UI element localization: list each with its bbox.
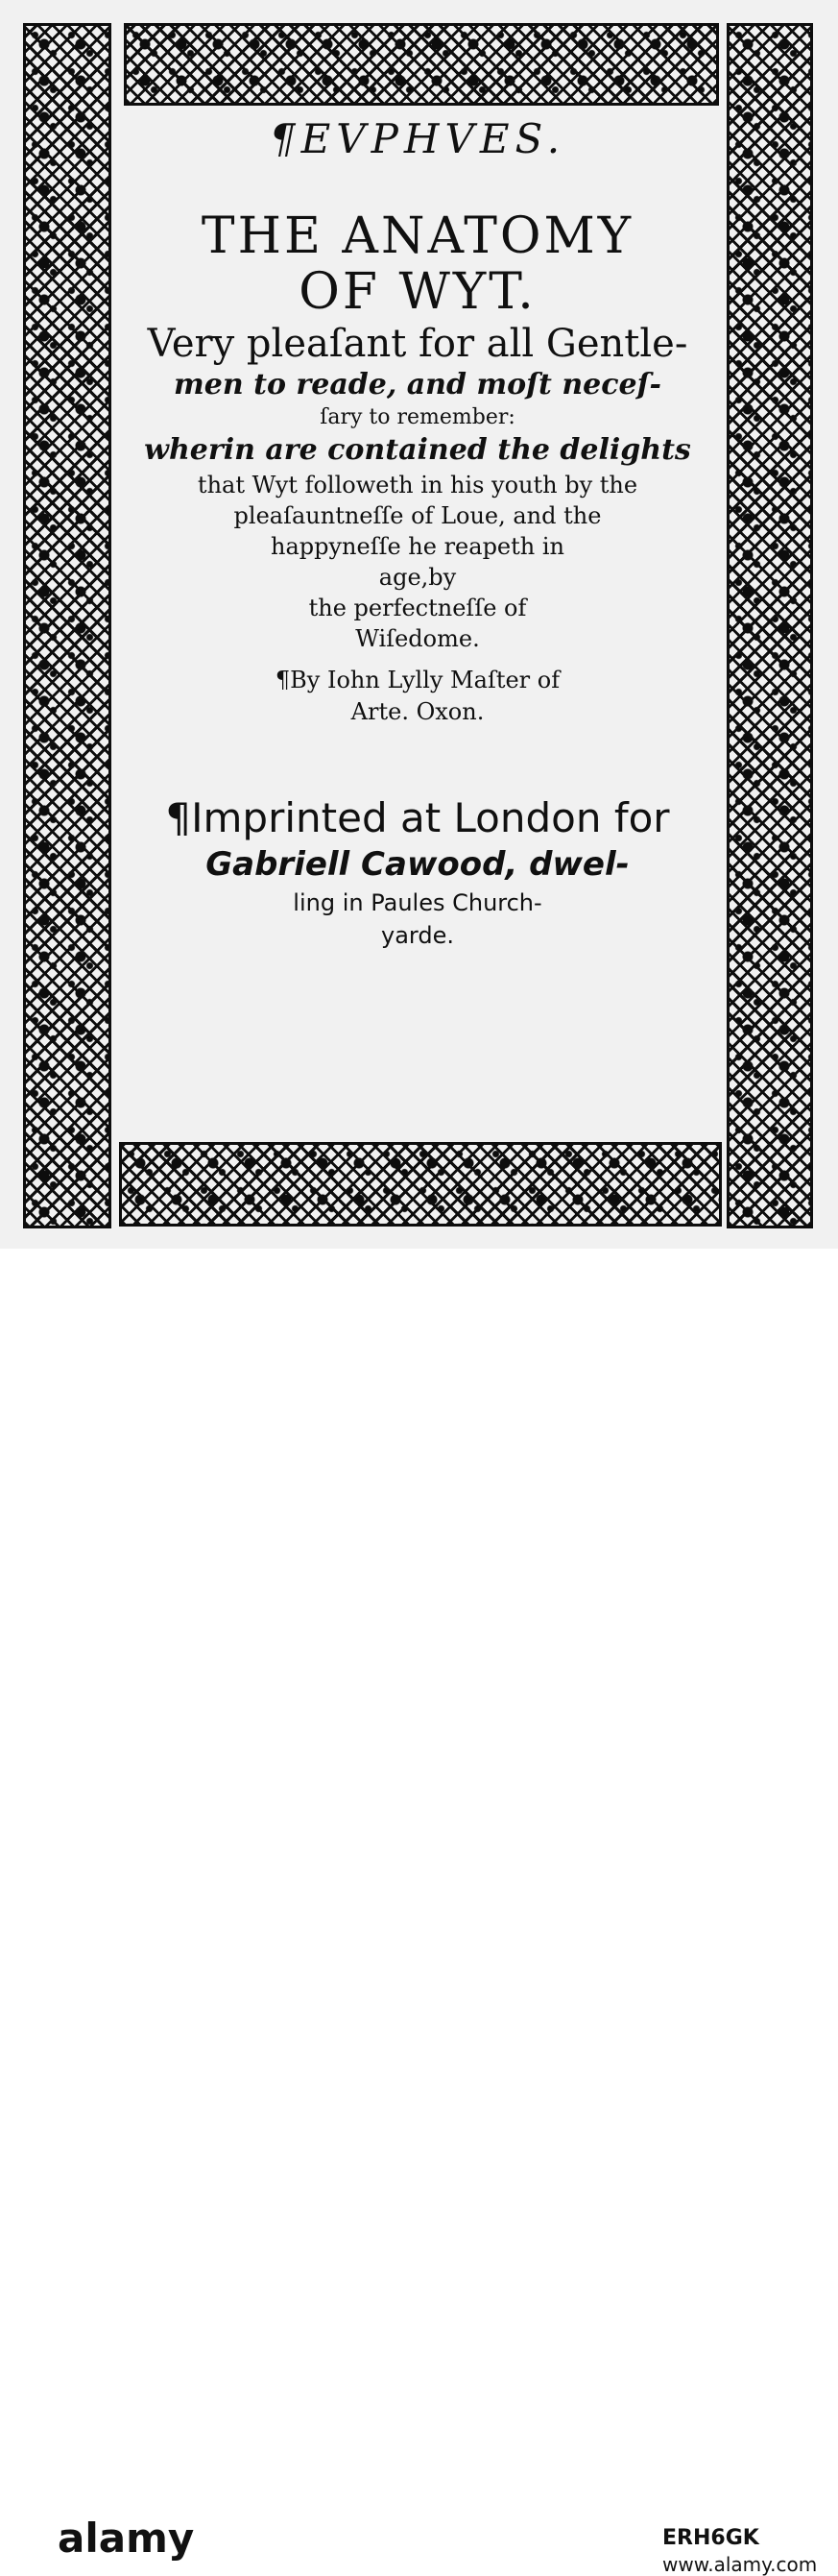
- subtitle-line-1: Very pleaſant for all Gentle-: [147, 322, 688, 366]
- alamy-logo: alamy: [58, 2515, 195, 2562]
- title-line-2: OF WYT.: [299, 263, 537, 321]
- watermark-footer: [0, 1249, 838, 2576]
- imprint-line-3: ling in Paules Church-: [293, 889, 542, 916]
- subtitle-line-2: men to reade, and moſt neceſ-: [174, 368, 661, 401]
- author-line-1: ¶By Iohn Lylly Maſter of: [275, 667, 561, 693]
- border-top: [124, 23, 719, 106]
- description-line-4: happyneſſe he reapeth in: [270, 533, 564, 560]
- border-left: [23, 23, 111, 1228]
- border-bottom: [119, 1142, 722, 1227]
- description-line-6: the perfectneſſe of: [308, 595, 527, 621]
- site-url: www.alamy.com: [662, 2553, 818, 2576]
- imprint-line-4: yarde.: [381, 922, 454, 949]
- title-line-1: THE ANATOMY: [201, 207, 634, 265]
- title-page-text: [115, 115, 720, 952]
- heading-euphues: ¶EVPHVES.: [269, 115, 566, 162]
- border-right: [727, 23, 813, 1228]
- description-line-2: that Wyt followeth in his youth by the: [197, 472, 638, 498]
- title-page-scan: [0, 0, 838, 1249]
- description-line-5: age,by: [378, 564, 457, 591]
- description-line-3: pleaſauntneſſe of Loue, and the: [233, 502, 602, 529]
- description-line-1: wherin are contained the delights: [144, 433, 691, 467]
- author-line-2: Arte. Oxon.: [350, 698, 485, 725]
- image-code: ERH6GK: [662, 2526, 759, 2550]
- description-line-7: Wiſedome.: [355, 625, 480, 652]
- subtitle-line-3: ſary to remember:: [320, 405, 515, 429]
- imprint-line-1: ¶Imprinted at London for: [165, 794, 670, 841]
- imprint-line-2: Gabriell Cawood, dwel-: [205, 845, 630, 884]
